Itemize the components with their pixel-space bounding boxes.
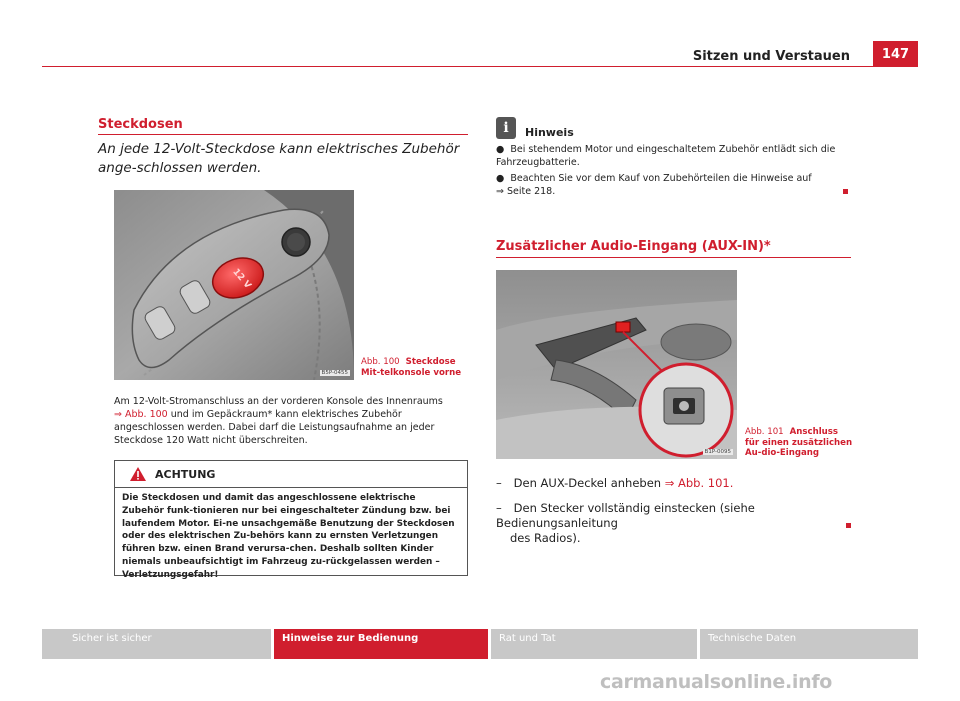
figure-caption-101 [745, 427, 855, 459]
warning-label: ACHTUNG [155, 467, 216, 481]
step-2-text: Den Stecker vollständig einstecken (siehe Bedienungsanleitung [496, 501, 755, 530]
link-abb-101[interactable]: ⇒ Abb. 101. [664, 476, 734, 490]
figure-code: B5P-0455 [321, 370, 348, 376]
caption-text: Steckdose Mit-telkonsole vorne [361, 357, 462, 378]
caption-number: Abb. 101 [745, 427, 784, 437]
section-rule [496, 257, 851, 258]
hint-bullet-1 [496, 143, 846, 169]
hint-bullet-2-text: Beachten Sie vor dem Kauf von Zubehörteilen die Hinweise auf [510, 173, 812, 184]
hint-label: Hinweis [525, 126, 574, 139]
warning-text: Die Steckdosen und damit das angeschlossene elektrische Zubehör funk-tionieren nur bei eingeschalteter Zündung bzw. bei laufendem Motor. Ei-ne unsachgemäße Benutzung der Steckdosen oder des elektrischen Zu-behörs kann zu ernsten Verletzungen führen bzw. einen Brand verursa-chen. Deshalb sollten Kinder niemals unbeaufsichtigt im Fahrzeug zu-rückgelassen werden – Verletzungsgefahr! [122, 493, 455, 580]
warning-box [114, 460, 468, 580]
step-1-text: Den AUX-Deckel anheben [513, 476, 662, 490]
section-subtitle: An jede 12-Volt-Steckdose kann elektrisches Zubehör ange-schlossen werden. [98, 141, 460, 176]
chapter-title: Sitzen und Verstauen [692, 49, 850, 64]
section-title-steckdosen: Steckdosen [98, 117, 183, 132]
figure-aux-input [496, 270, 737, 459]
step-dash: – [496, 476, 502, 490]
footer-tab-technische-daten[interactable]: Technische Daten [700, 629, 918, 659]
step-2-text-cont: des Radios). [510, 531, 581, 545]
footer-tab-bedienung[interactable]: Hinweise zur Bedienung [274, 629, 488, 659]
bullet-icon: ● [496, 173, 505, 184]
body-text-part-2: und im Gepäckraum* kann elektrisches Zubehör angeschlossen werden. Dabei darf die Leistungsaufnahme an jeder Steckdose 120 Watt nicht überschreiten. [114, 409, 435, 446]
step-2 [496, 501, 856, 546]
section-end-mark [843, 189, 848, 194]
hint-bullet-1-text: Bei stehendem Motor und eingeschaltetem Zubehör entlädt sich die Fahrzeugbatterie. [496, 144, 836, 168]
socket-label: 12 V [230, 267, 253, 291]
watermark: carmanualsonline.info [600, 671, 833, 693]
warning-header [115, 461, 467, 488]
warning-triangle-icon [129, 466, 147, 482]
footer-tab-rat-und-tat[interactable]: Rat und Tat [491, 629, 697, 659]
section-end-mark [846, 523, 851, 528]
section-title-aux-in: Zusätzlicher Audio-Eingang (AUX-IN)* [496, 239, 771, 254]
step-dash: – [496, 501, 502, 515]
link-abb-100[interactable]: ⇒ Abb. 100 [114, 409, 168, 420]
body-text-part-1: Am 12-Volt-Stromanschluss an der vorderen Konsole des Innenraums [114, 396, 443, 407]
bullet-icon: ● [496, 144, 505, 155]
step-1 [496, 476, 856, 491]
figure-caption-100 [361, 357, 471, 378]
page-number: 147 [873, 41, 918, 67]
socket-body-text [114, 395, 474, 447]
hint-header [496, 117, 574, 139]
figure-code: B1P-0095 [704, 449, 731, 455]
section-rule [98, 134, 468, 135]
link-seite-218[interactable]: ⇒ Seite 218. [496, 186, 556, 197]
info-icon: i [496, 117, 516, 139]
caption-number: Abb. 100 [361, 357, 400, 367]
caption-text: Anschluss für einen zusätzlichen Au-dio-Eingang [745, 427, 853, 458]
hint-bullet-2 [496, 172, 846, 198]
footer-nav [42, 629, 918, 659]
footer-tab-sicher[interactable]: Sicher ist sicher [42, 629, 271, 659]
figure-socket-console [114, 190, 354, 380]
header-rule [42, 66, 918, 67]
